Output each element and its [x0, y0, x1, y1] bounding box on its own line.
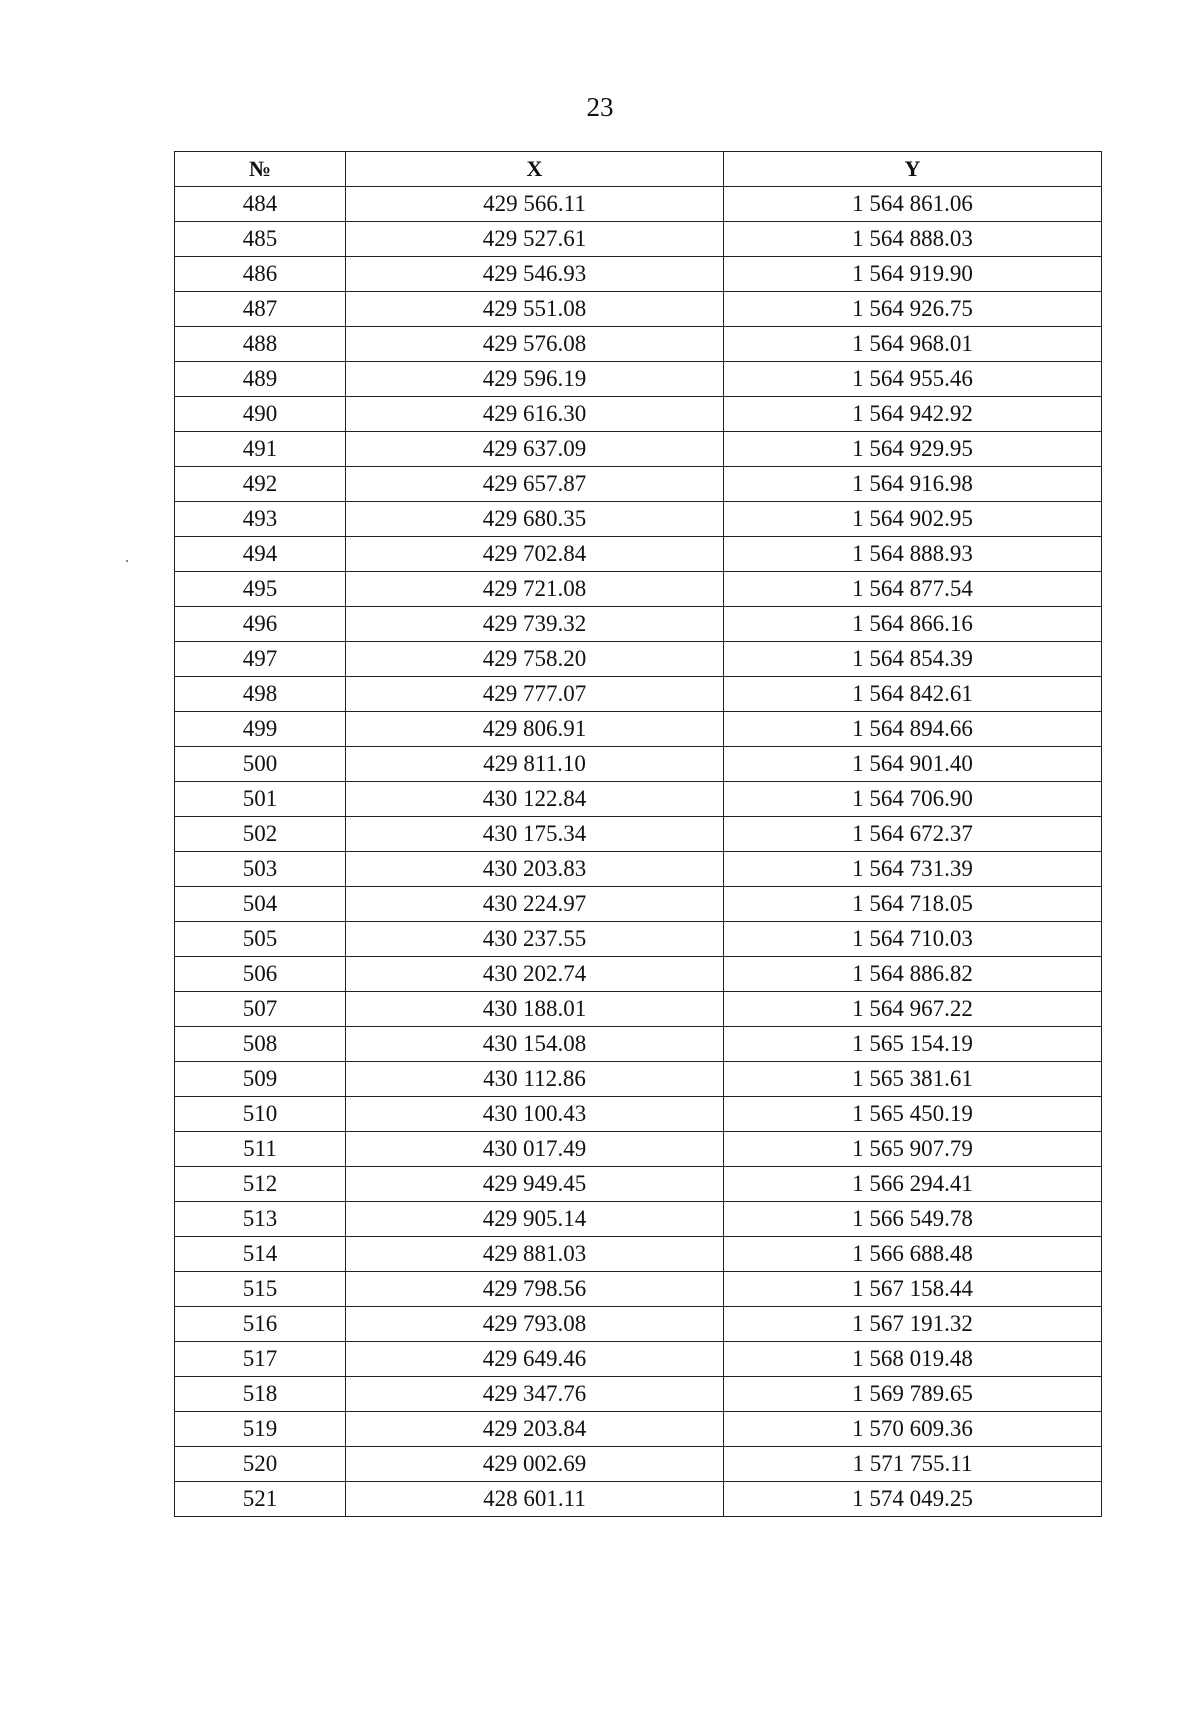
table-row — [175, 327, 1102, 362]
table-row — [175, 1167, 1102, 1202]
x-coordinate-cell: 429 680.35 — [346, 502, 724, 537]
x-coordinate-cell: 429 616.30 — [346, 397, 724, 432]
x-coordinate-cell: 429 777.07 — [346, 677, 724, 712]
point-number-cell: 495 — [175, 572, 346, 607]
y-coordinate-cell: 1 564 968.01 — [724, 327, 1102, 362]
x-coordinate-cell: 430 017.49 — [346, 1132, 724, 1167]
point-number-cell: 485 — [175, 222, 346, 257]
y-coordinate-cell: 1 564 901.40 — [724, 747, 1102, 782]
table-row — [175, 1097, 1102, 1132]
point-number-cell: 509 — [175, 1062, 346, 1097]
y-coordinate-cell: 1 567 191.32 — [724, 1307, 1102, 1342]
point-number-cell: 503 — [175, 852, 346, 887]
scan-speck — [126, 560, 128, 562]
table-row — [175, 922, 1102, 957]
point-number-cell: 505 — [175, 922, 346, 957]
point-number-cell: 511 — [175, 1132, 346, 1167]
point-number-cell: 488 — [175, 327, 346, 362]
y-coordinate-cell: 1 564 894.66 — [724, 712, 1102, 747]
x-coordinate-cell: 429 793.08 — [346, 1307, 724, 1342]
table-row — [175, 1412, 1102, 1447]
table-row — [175, 1307, 1102, 1342]
x-coordinate-cell: 429 806.91 — [346, 712, 724, 747]
point-number-cell: 499 — [175, 712, 346, 747]
x-coordinate-cell: 430 202.74 — [346, 957, 724, 992]
point-number-cell: 504 — [175, 887, 346, 922]
table-row — [175, 222, 1102, 257]
x-coordinate-cell: 429 905.14 — [346, 1202, 724, 1237]
table-row — [175, 1062, 1102, 1097]
y-coordinate-cell: 1 564 877.54 — [724, 572, 1102, 607]
y-coordinate-cell: 1 564 926.75 — [724, 292, 1102, 327]
point-number-cell: 514 — [175, 1237, 346, 1272]
point-number-cell: 493 — [175, 502, 346, 537]
point-number-cell: 519 — [175, 1412, 346, 1447]
table-row — [175, 432, 1102, 467]
y-coordinate-cell: 1 564 706.90 — [724, 782, 1102, 817]
header-y: Y — [724, 152, 1102, 187]
x-coordinate-cell: 429 576.08 — [346, 327, 724, 362]
table-row — [175, 397, 1102, 432]
x-coordinate-cell: 429 566.11 — [346, 187, 724, 222]
point-number-cell: 497 — [175, 642, 346, 677]
y-coordinate-cell: 1 564 942.92 — [724, 397, 1102, 432]
table-row — [175, 1237, 1102, 1272]
y-coordinate-cell: 1 564 718.05 — [724, 887, 1102, 922]
x-coordinate-cell: 429 551.08 — [346, 292, 724, 327]
x-coordinate-cell: 430 203.83 — [346, 852, 724, 887]
table-row — [175, 747, 1102, 782]
y-coordinate-cell: 1 566 549.78 — [724, 1202, 1102, 1237]
x-coordinate-cell: 430 224.97 — [346, 887, 724, 922]
point-number-cell: 507 — [175, 992, 346, 1027]
point-number-cell: 486 — [175, 257, 346, 292]
point-number-cell: 484 — [175, 187, 346, 222]
y-coordinate-cell: 1 564 731.39 — [724, 852, 1102, 887]
point-number-cell: 513 — [175, 1202, 346, 1237]
point-number-cell: 496 — [175, 607, 346, 642]
y-coordinate-cell: 1 564 854.39 — [724, 642, 1102, 677]
point-number-cell: 498 — [175, 677, 346, 712]
x-coordinate-cell: 429 002.69 — [346, 1447, 724, 1482]
x-coordinate-cell: 430 154.08 — [346, 1027, 724, 1062]
point-number-cell: 487 — [175, 292, 346, 327]
x-coordinate-cell: 429 527.61 — [346, 222, 724, 257]
table-row — [175, 677, 1102, 712]
x-coordinate-cell: 429 881.03 — [346, 1237, 724, 1272]
table-row — [175, 607, 1102, 642]
table-row — [175, 1202, 1102, 1237]
table-row — [175, 817, 1102, 852]
y-coordinate-cell: 1 564 916.98 — [724, 467, 1102, 502]
x-coordinate-cell: 429 798.56 — [346, 1272, 724, 1307]
y-coordinate-cell: 1 568 019.48 — [724, 1342, 1102, 1377]
point-number-cell: 510 — [175, 1097, 346, 1132]
point-number-cell: 491 — [175, 432, 346, 467]
point-number-cell: 489 — [175, 362, 346, 397]
x-coordinate-cell: 429 657.87 — [346, 467, 724, 502]
point-number-cell: 508 — [175, 1027, 346, 1062]
point-number-cell: 490 — [175, 397, 346, 432]
table-row — [175, 1027, 1102, 1062]
x-coordinate-cell: 429 347.76 — [346, 1377, 724, 1412]
y-coordinate-cell: 1 564 888.93 — [724, 537, 1102, 572]
table-row — [175, 642, 1102, 677]
point-number-cell: 518 — [175, 1377, 346, 1412]
x-coordinate-cell: 429 811.10 — [346, 747, 724, 782]
table-row — [175, 852, 1102, 887]
point-number-cell: 501 — [175, 782, 346, 817]
point-number-cell: 494 — [175, 537, 346, 572]
point-number-cell: 516 — [175, 1307, 346, 1342]
y-coordinate-cell: 1 569 789.65 — [724, 1377, 1102, 1412]
x-coordinate-cell: 430 175.34 — [346, 817, 724, 852]
header-number: № — [175, 152, 346, 187]
table-row — [175, 1447, 1102, 1482]
y-coordinate-cell: 1 564 672.37 — [724, 817, 1102, 852]
x-coordinate-cell: 429 649.46 — [346, 1342, 724, 1377]
y-coordinate-cell: 1 570 609.36 — [724, 1412, 1102, 1447]
y-coordinate-cell: 1 566 688.48 — [724, 1237, 1102, 1272]
y-coordinate-cell: 1 564 919.90 — [724, 257, 1102, 292]
table-row — [175, 537, 1102, 572]
point-number-cell: 502 — [175, 817, 346, 852]
x-coordinate-cell: 429 702.84 — [346, 537, 724, 572]
table-row — [175, 782, 1102, 817]
point-number-cell: 492 — [175, 467, 346, 502]
y-coordinate-cell: 1 565 381.61 — [724, 1062, 1102, 1097]
point-number-cell: 515 — [175, 1272, 346, 1307]
table-row — [175, 957, 1102, 992]
table-row — [175, 572, 1102, 607]
table-header-row — [175, 152, 1102, 187]
table-row — [175, 1482, 1102, 1517]
point-number-cell: 506 — [175, 957, 346, 992]
y-coordinate-cell: 1 564 842.61 — [724, 677, 1102, 712]
x-coordinate-cell: 429 596.19 — [346, 362, 724, 397]
y-coordinate-cell: 1 564 866.16 — [724, 607, 1102, 642]
y-coordinate-cell: 1 564 888.03 — [724, 222, 1102, 257]
table-row — [175, 502, 1102, 537]
x-coordinate-cell: 430 237.55 — [346, 922, 724, 957]
y-coordinate-cell: 1 564 967.22 — [724, 992, 1102, 1027]
table-row — [175, 257, 1102, 292]
x-coordinate-cell: 429 739.32 — [346, 607, 724, 642]
point-number-cell: 521 — [175, 1482, 346, 1517]
y-coordinate-cell: 1 567 158.44 — [724, 1272, 1102, 1307]
header-x: X — [346, 152, 724, 187]
y-coordinate-cell: 1 574 049.25 — [724, 1482, 1102, 1517]
x-coordinate-cell: 430 188.01 — [346, 992, 724, 1027]
point-number-cell: 500 — [175, 747, 346, 782]
x-coordinate-cell: 430 122.84 — [346, 782, 724, 817]
y-coordinate-cell: 1 564 955.46 — [724, 362, 1102, 397]
table-row — [175, 992, 1102, 1027]
x-coordinate-cell: 429 721.08 — [346, 572, 724, 607]
y-coordinate-cell: 1 565 450.19 — [724, 1097, 1102, 1132]
y-coordinate-cell: 1 564 710.03 — [724, 922, 1102, 957]
table-row — [175, 1132, 1102, 1167]
x-coordinate-cell: 429 949.45 — [346, 1167, 724, 1202]
x-coordinate-cell: 429 637.09 — [346, 432, 724, 467]
table-row — [175, 712, 1102, 747]
x-coordinate-cell: 429 546.93 — [346, 257, 724, 292]
y-coordinate-cell: 1 564 886.82 — [724, 957, 1102, 992]
x-coordinate-cell: 430 112.86 — [346, 1062, 724, 1097]
table-row — [175, 467, 1102, 502]
x-coordinate-cell: 430 100.43 — [346, 1097, 724, 1132]
y-coordinate-cell: 1 564 902.95 — [724, 502, 1102, 537]
coordinates-table — [174, 151, 1102, 1517]
y-coordinate-cell: 1 564 861.06 — [724, 187, 1102, 222]
table-row — [175, 292, 1102, 327]
y-coordinate-cell: 1 565 154.19 — [724, 1027, 1102, 1062]
x-coordinate-cell: 428 601.11 — [346, 1482, 724, 1517]
point-number-cell: 520 — [175, 1447, 346, 1482]
table-row — [175, 1342, 1102, 1377]
x-coordinate-cell: 429 758.20 — [346, 642, 724, 677]
y-coordinate-cell: 1 571 755.11 — [724, 1447, 1102, 1482]
table-body — [175, 187, 1102, 1517]
point-number-cell: 517 — [175, 1342, 346, 1377]
y-coordinate-cell: 1 564 929.95 — [724, 432, 1102, 467]
page-number: 23 — [586, 92, 614, 122]
point-number-cell: 512 — [175, 1167, 346, 1202]
table-row — [175, 362, 1102, 397]
table-row — [175, 187, 1102, 222]
y-coordinate-cell: 1 566 294.41 — [724, 1167, 1102, 1202]
x-coordinate-cell: 429 203.84 — [346, 1412, 724, 1447]
table-row — [175, 887, 1102, 922]
table-row — [175, 1377, 1102, 1412]
y-coordinate-cell: 1 565 907.79 — [724, 1132, 1102, 1167]
table-row — [175, 1272, 1102, 1307]
